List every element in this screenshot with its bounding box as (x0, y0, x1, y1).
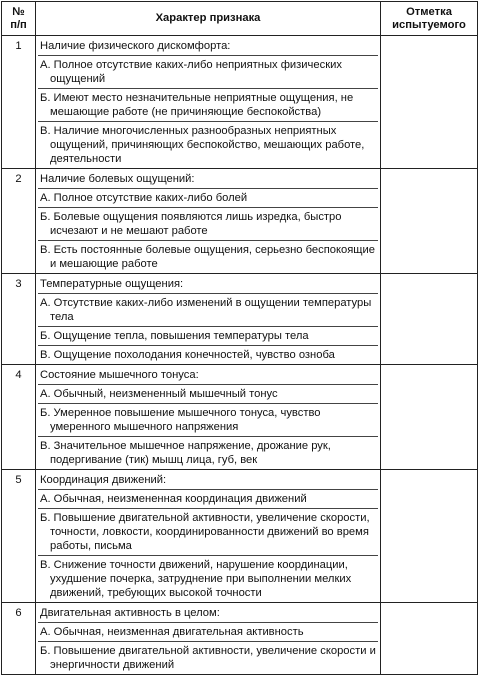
mark-cell[interactable] (381, 603, 478, 675)
feature-title: Наличие болевых ощущений: (40, 173, 195, 185)
table-row (2, 470, 478, 603)
row-number: 2 (2, 169, 36, 274)
mark-cell[interactable] (381, 470, 478, 603)
feature-option: Б. Повышение двигательной активности, увеличение скорости и энергичности движений (38, 641, 378, 672)
header-number-line1: № (12, 5, 25, 18)
feature-option: В. Наличие многочисленных разнообразных неприятных ощущений, причиняющих беспокойство, мешающих работе, деятельности (38, 121, 378, 166)
header-number-line2: п/п (10, 18, 27, 31)
feature-title: Координация движений: (40, 474, 167, 486)
feature-option: В. Значительное мышечное напряжение, дрожание рук, подергивание (тик) мышц лица, губ, век (38, 436, 378, 467)
mark-cell[interactable] (381, 365, 478, 470)
table-row (2, 603, 478, 675)
row-number: 5 (2, 470, 36, 603)
feature-option: А. Обычная, неизменная двигательная активность (38, 622, 378, 639)
feature-cell (36, 365, 381, 470)
table-row (2, 274, 478, 365)
feature-option: Б. Болевые ощущения появляются лишь изредка, быстро исчезают и не мешают работе (38, 207, 378, 238)
feature-option: Б. Ощущение тепла, повышения температуры тела (38, 326, 378, 343)
feature-title: Двигательная активность в целом: (40, 607, 220, 619)
feature-cell (36, 36, 381, 169)
mark-cell[interactable] (381, 274, 478, 365)
feature-cell (36, 470, 381, 603)
header-mark (381, 2, 478, 36)
table-row (2, 36, 478, 169)
feature-title: Температурные ощущения: (40, 278, 184, 290)
table-row (2, 169, 478, 274)
feature-option: А. Обычный, неизмененный мышечный тонус (38, 384, 378, 401)
questionnaire-table (1, 1, 478, 675)
feature-option: А. Обычная, неизмененная координация движений (38, 489, 378, 506)
feature-option: Б. Умеренное повышение мышечного тонуса, чувство умеренного мышечного напряжения (38, 403, 378, 434)
feature-cell (36, 603, 381, 675)
mark-cell[interactable] (381, 36, 478, 169)
feature-cell (36, 169, 381, 274)
feature-title: Наличие физического дискомфорта: (40, 40, 231, 52)
header-row (2, 2, 478, 36)
table-row (2, 365, 478, 470)
header-feature: Характер признака (36, 2, 381, 36)
feature-title: Состояние мышечного тонуса: (40, 369, 199, 381)
header-number (2, 2, 36, 36)
row-number: 1 (2, 36, 36, 169)
header-mark-line1: Отметка (406, 5, 452, 18)
row-number: 3 (2, 274, 36, 365)
row-number: 6 (2, 603, 36, 675)
header-mark-line2: испытуемого (392, 18, 466, 31)
feature-option: Б. Имеют место незначительные неприятные ощущения, не мешающие работе (не причиняющие беспокойства) (38, 88, 378, 119)
feature-cell (36, 274, 381, 365)
feature-option: А. Полное отсутствие каких-либо болей (38, 188, 378, 205)
feature-option: В. Ощущение похолодания конечностей, чувство озноба (38, 345, 378, 362)
feature-option: Б. Повышение двигательной активности, увеличение скорости, точности, ловкости, координированности движений во время работы, письма (38, 508, 378, 553)
feature-option: В. Снижение точности движений, нарушение координации, ухудшение почерка, затруднение при выполнении мелких движений, требующих высокой точности (38, 555, 378, 600)
feature-option: В. Есть постоянные болевые ощущения, серьезно беспокоящие и мешающие работе (38, 240, 378, 271)
mark-cell[interactable] (381, 169, 478, 274)
feature-option: А. Отсутствие каких-либо изменений в ощущении температуры тела (38, 293, 378, 324)
row-number: 4 (2, 365, 36, 470)
feature-option: А. Полное отсутствие каких-либо неприятных физических ощущений (38, 55, 378, 86)
